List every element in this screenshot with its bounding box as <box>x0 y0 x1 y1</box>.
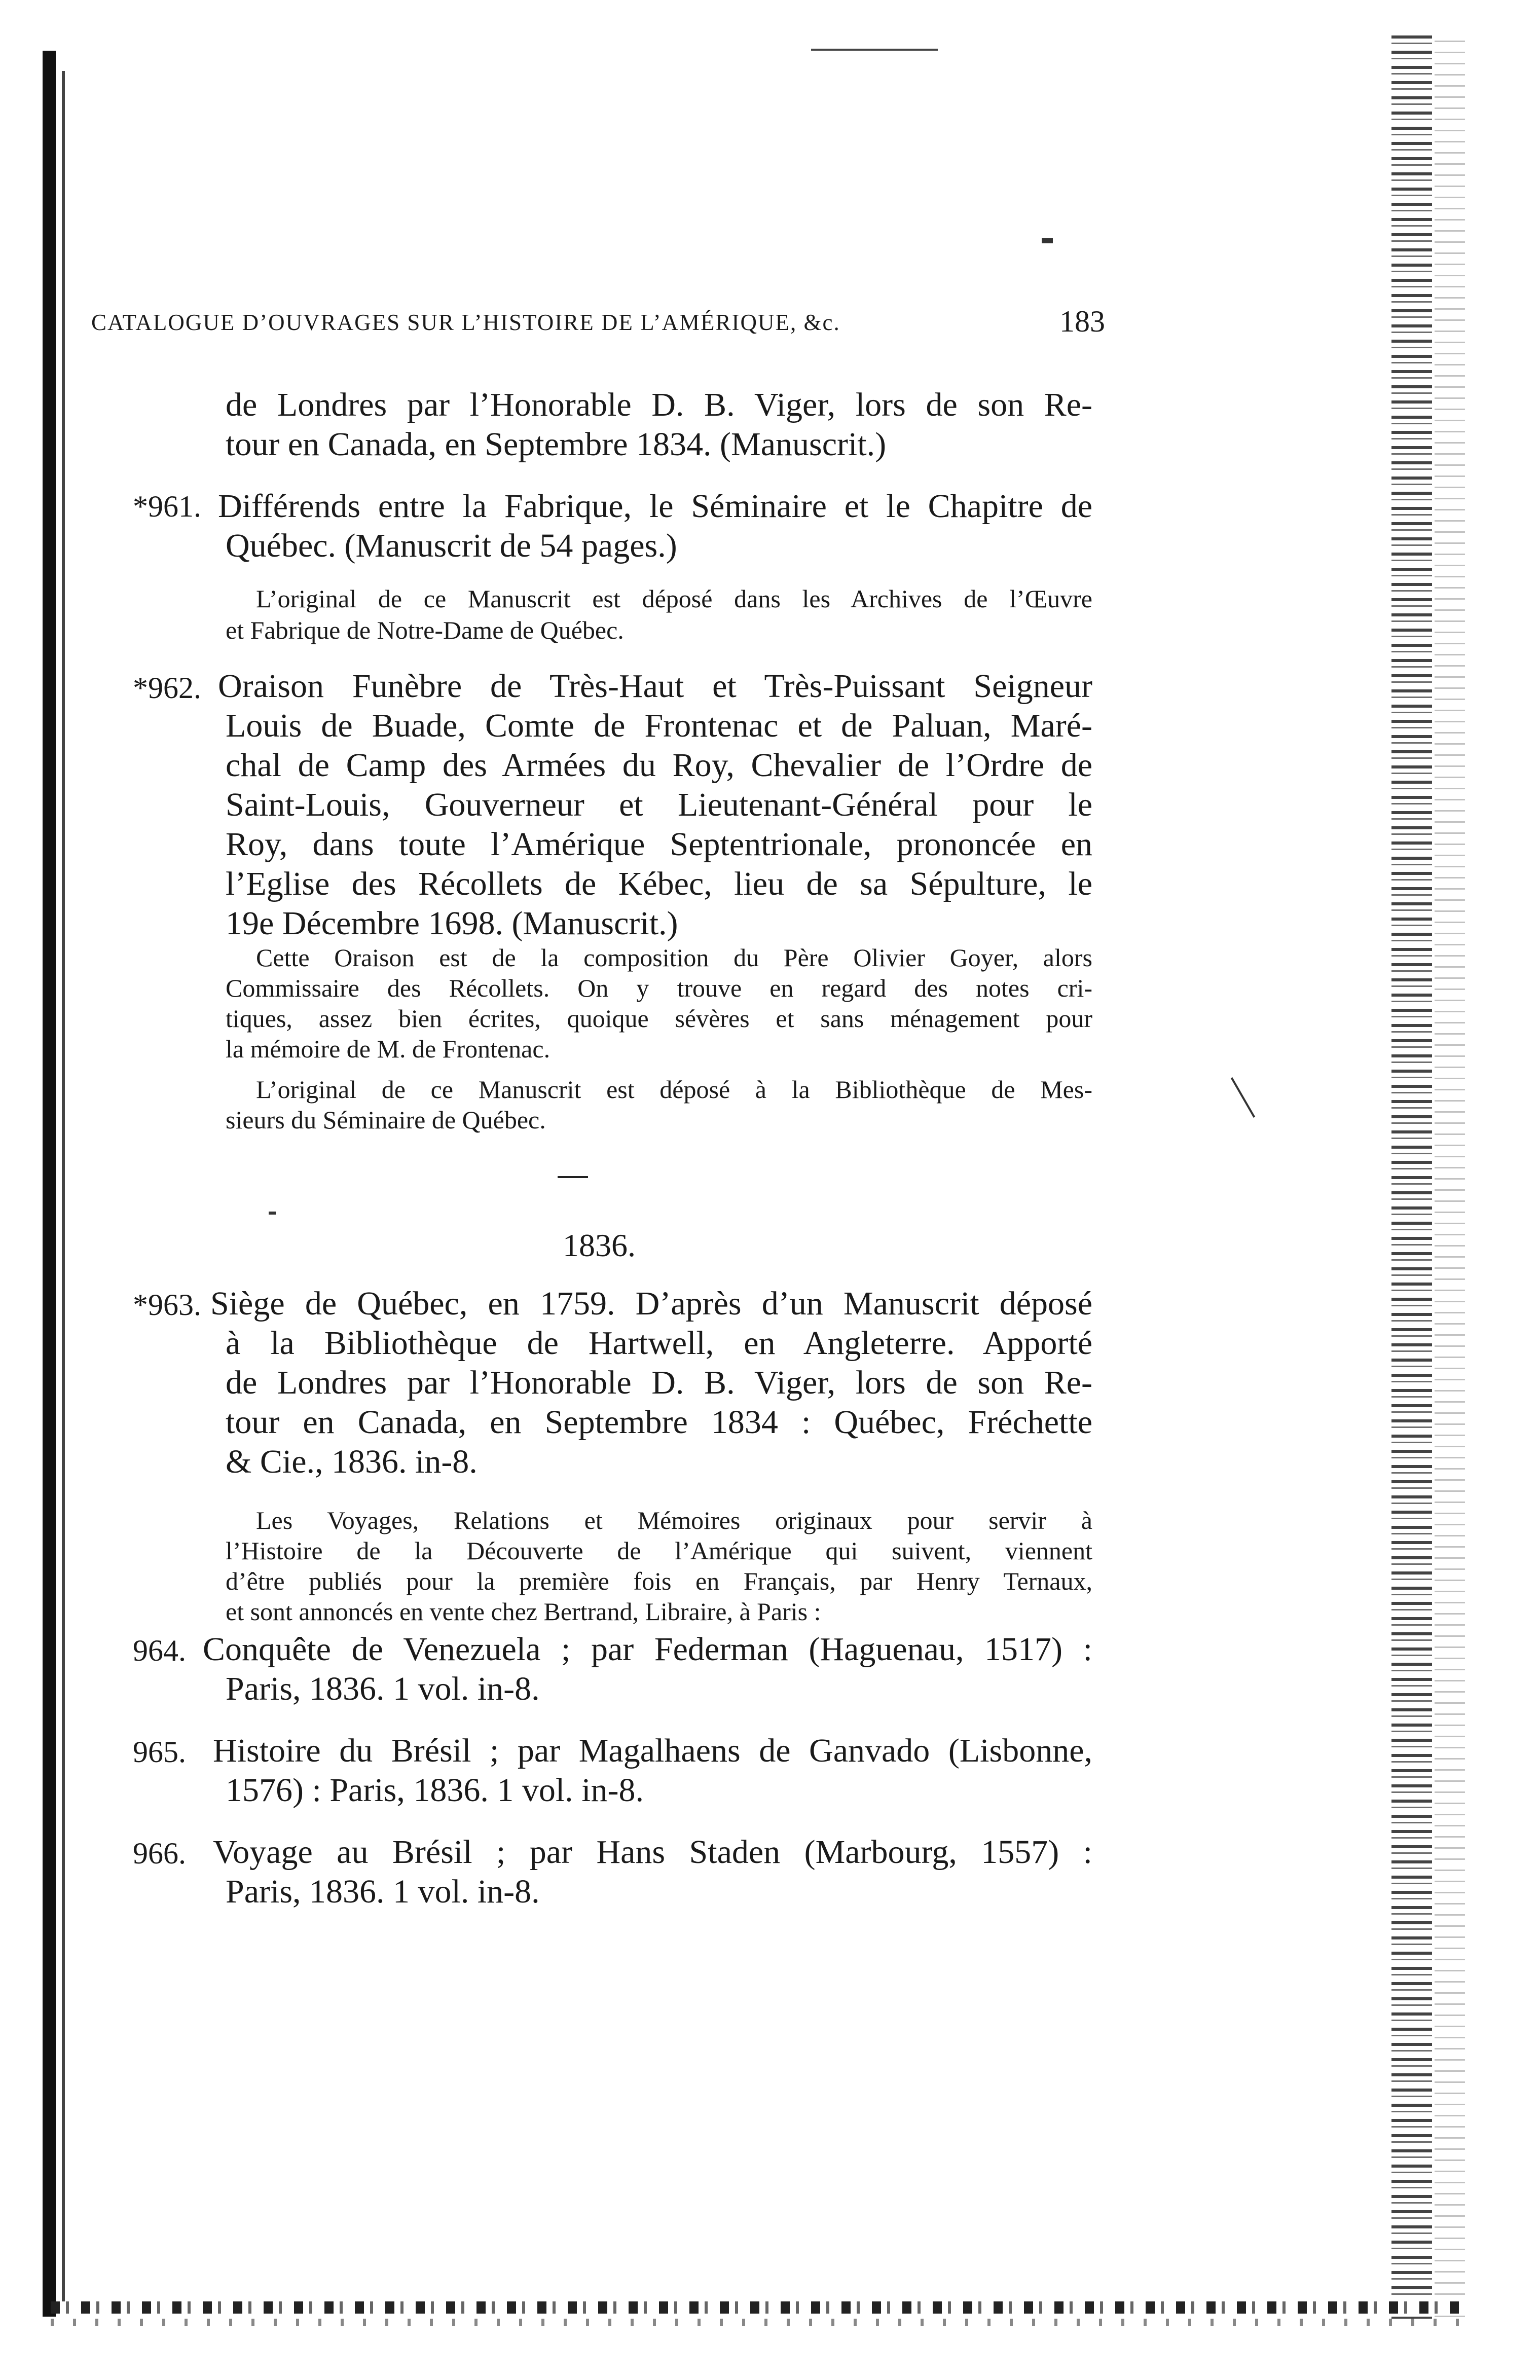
page-edge-right-outer <box>1435 41 1465 2322</box>
intro-note-line-2: l’Histoire de la Découverte de l’Amérique qui suivent, viennent <box>226 1536 1092 1565</box>
entry-962-note2-line-1: L’original de ce Manuscrit est déposé à la Bibliothèque de Mes- <box>256 1075 1092 1104</box>
entry-962-line-4: Saint-Louis, Gouverneur et Lieutenant-Général pour le <box>226 786 1092 823</box>
entry-cont-line-2: tour en Canada, en Septembre 1834. (Manuscrit.) <box>226 426 887 463</box>
entry-966-line-1: Voyage au Brésil ; par Hans Staden (Marbourg, 1557) : <box>213 1834 1092 1871</box>
entry-963-line-5: & Cie., 1836. in-8. <box>226 1443 478 1480</box>
entry-964-line-2: Paris, 1836. 1 vol. in-8. <box>226 1670 540 1707</box>
intro-note-line-1: Les Voyages, Relations et Mémoires originaux pour servir à <box>256 1506 1092 1534</box>
intro-note-line-3: d’être publiés pour la première fois en Français, par Henry Ternaux, <box>226 1567 1092 1595</box>
running-header <box>91 305 1105 350</box>
page-edge-bottom <box>51 2301 1465 2314</box>
page-edge-top <box>811 49 938 51</box>
entry-962-line-7: 19e Décembre 1698. (Manuscrit.) <box>226 905 678 942</box>
page-edge-right <box>1391 35 1432 2327</box>
entry-966-number: 966. <box>133 1837 186 1870</box>
entry-962-note2-line-2: sieurs du Séminaire de Québec. <box>226 1106 546 1134</box>
scan-mark <box>1231 1077 1255 1118</box>
entry-962-note1-line-1: Cette Oraison est de la composition du Père Olivier Goyer, alors <box>256 943 1092 972</box>
entry-962-line-5: Roy, dans toute l’Amérique Septentrionale, prononcée en <box>226 826 1092 863</box>
entry-961-number: *961. <box>133 490 201 523</box>
entry-962-line-6: l’Eglise des Récollets de Kébec, lieu de sa Sépulture, le <box>226 865 1092 902</box>
entry-965-line-1: Histoire du Brésil ; par Magalhaens de Ganvado (Lisbonne, <box>213 1732 1092 1769</box>
entry-963-line-3: de Londres par l’Honorable D. B. Viger, lors de son Re- <box>226 1364 1092 1401</box>
entry-962-note1-line-4: la mémoire de M. de Frontenac. <box>226 1035 551 1063</box>
entry-962-number: *962. <box>133 671 201 705</box>
entry-962-line-3: chal de Camp des Armées du Roy, Chevalier de l’Ordre de <box>226 747 1092 784</box>
page-number: 183 <box>1059 305 1105 338</box>
entry-cont-line-1: de Londres par l’Honorable D. B. Viger, lors de son Re- <box>226 386 1092 423</box>
book-spine-line <box>62 71 65 2301</box>
entry-961-line-2: Québec. (Manuscrit de 54 pages.) <box>226 527 677 564</box>
entry-964-line-1: Conquête de Venezuela ; par Federman (Haguenau, 1517) : <box>203 1631 1092 1668</box>
entry-963-number: *963. <box>133 1288 201 1322</box>
entry-962-line-1: Oraison Funèbre de Très-Haut et Très-Puissant Seigneur <box>218 668 1092 705</box>
entry-962-note1-line-2: Commissaire des Récollets. On y trouve en regard des notes cri- <box>226 974 1092 1002</box>
book-spine-shadow <box>43 51 56 2317</box>
section-year: 1836. <box>563 1227 636 1263</box>
entry-964-number: 964. <box>133 1634 186 1667</box>
entry-966-line-2: Paris, 1836. 1 vol. in-8. <box>226 1873 540 1910</box>
entry-961-note-1: L’original de ce Manuscrit est déposé dans les Archives de l’Œuvre <box>256 584 1092 613</box>
scan-speck <box>1042 238 1053 243</box>
entry-963-line-2: à la Bibliothèque de Hartwell, en Angleterre. Apporté <box>226 1325 1092 1362</box>
page-edge-bottom-outer <box>51 2319 1465 2326</box>
intro-note-line-4: et sont annoncés en vente chez Bertrand, Libraire, à Paris : <box>226 1597 821 1626</box>
entry-963-line-4: tour en Canada, en Septembre 1834 : Québec, Fréchette <box>226 1404 1092 1441</box>
entry-965-number: 965. <box>133 1735 186 1769</box>
section-rule <box>558 1176 588 1178</box>
entry-962-note1-line-3: tiques, assez bien écrites, quoique sévères et sans ménagement pour <box>226 1004 1092 1033</box>
entry-961-note-2: et Fabrique de Notre-Dame de Québec. <box>226 616 624 644</box>
entry-961-line-1: Différends entre la Fabrique, le Séminaire et le Chapitre de <box>218 488 1092 525</box>
entry-963-line-1: Siège de Québec, en 1759. D’après d’un Manuscrit déposé <box>210 1285 1092 1322</box>
header-title: CATALOGUE D’OUVRAGES SUR L’HISTOIRE DE L’AMÉRIQUE, &c. <box>91 310 840 335</box>
entry-965-line-2: 1576) : Paris, 1836. 1 vol. in-8. <box>226 1772 644 1809</box>
scan-speck <box>269 1212 276 1215</box>
entry-962-line-2: Louis de Buade, Comte de Frontenac et de Paluan, Maré- <box>226 707 1092 744</box>
